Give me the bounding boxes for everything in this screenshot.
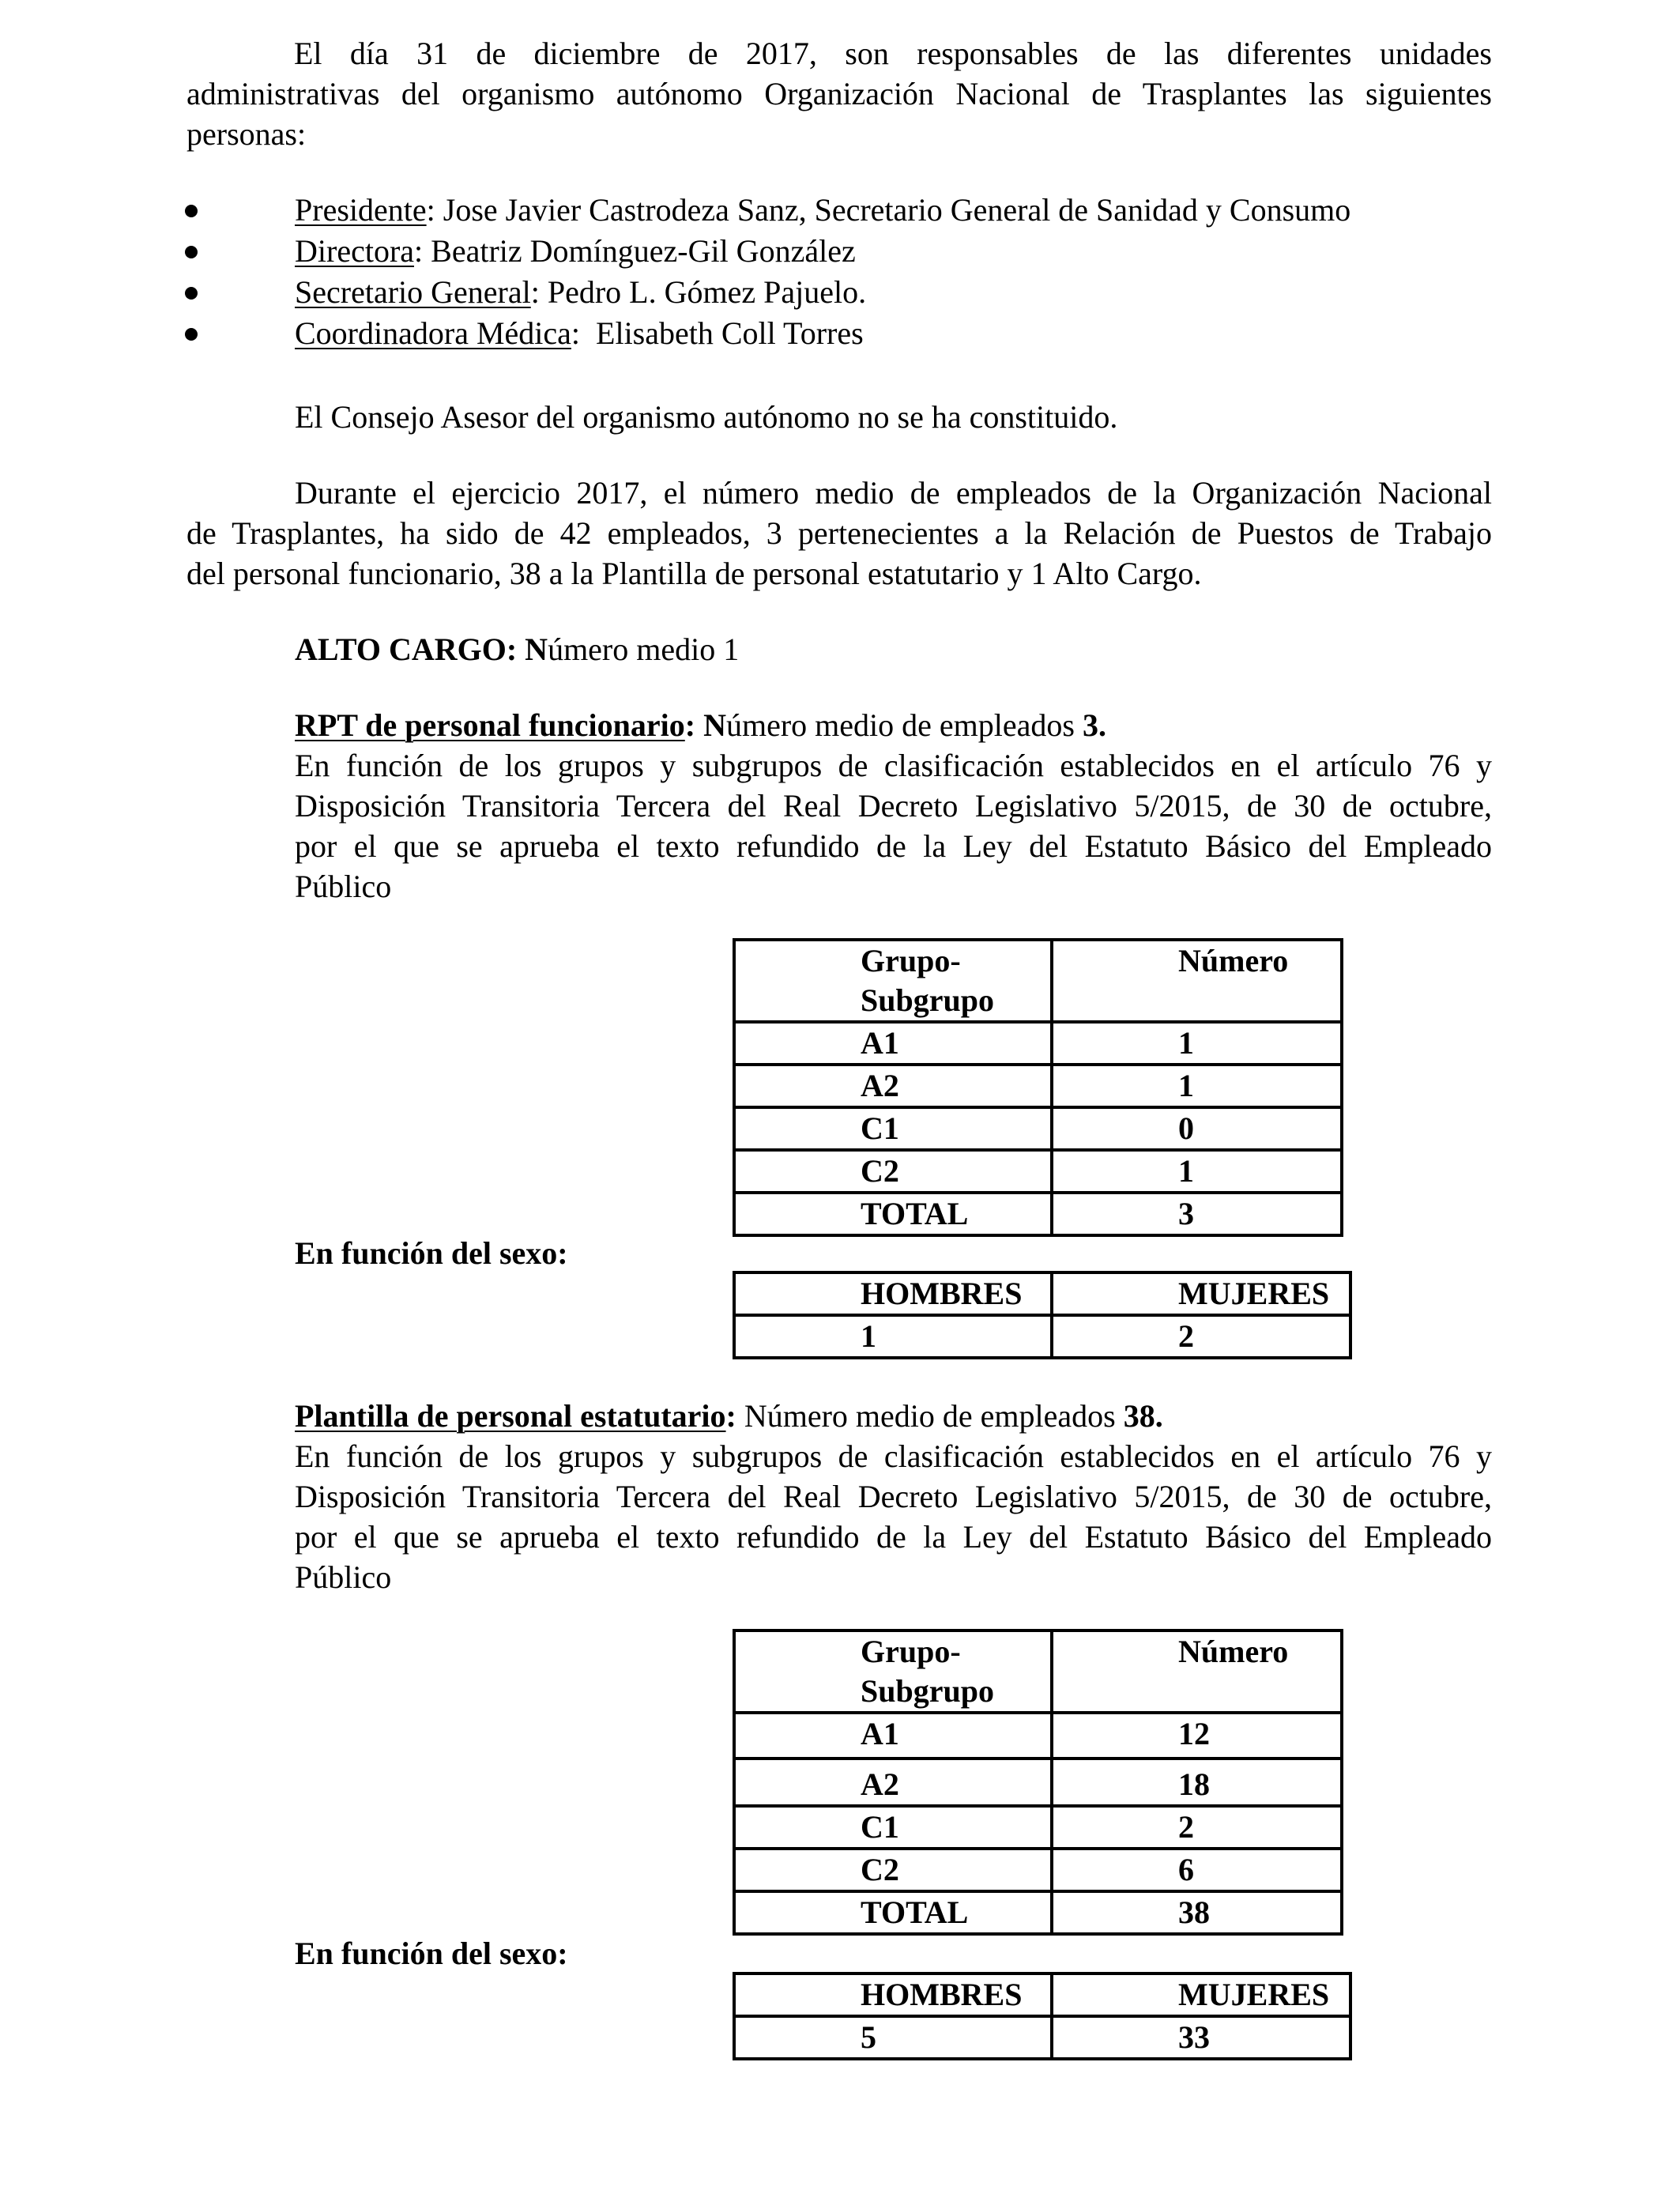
header-mujeres: MUJERES bbox=[1052, 1973, 1350, 2016]
plantilla-criteria-line-3: por el que se aprueba el texto refundido de la Ley del Estatuto Básico del Empleado bbox=[295, 1519, 1492, 1555]
person-name: Elisabeth Coll Torres bbox=[596, 315, 864, 351]
rpt-criteria-line-1: En función de los grupos y subgrupos de clasificación establecidos en el artículo 76 y bbox=[295, 748, 1492, 783]
plantilla-sex-table bbox=[733, 1972, 1352, 2060]
header-numero: Número bbox=[1052, 1630, 1342, 1713]
role-label: Directora bbox=[295, 233, 415, 269]
alto-cargo-line: ALTO CARGO: Número medio 1 bbox=[295, 631, 740, 667]
list-item: Secretario General: Pedro L. Gómez Pajuelo. bbox=[237, 272, 1580, 313]
intro-line-3: personas: bbox=[186, 116, 307, 152]
bullet-icon bbox=[185, 246, 198, 258]
rpt-criteria-line-2: Disposición Transitoria Tercera del Real Decreto Legislativo 5/2015, de 30 de octubre, bbox=[295, 788, 1492, 824]
rpt-sex-table bbox=[733, 1271, 1352, 1359]
person-name: Jose Javier Castrodeza Sanz, Secretario General de Sanidad y Consumo bbox=[443, 192, 1351, 228]
table-row: C1 0 bbox=[734, 1107, 1342, 1150]
plantilla-sexo-label: En función del sexo: bbox=[295, 1936, 568, 1971]
empleados-line-2: de Trasplantes, ha sido de 42 empleados, 3 pertenecientes a la Relación de Puestos de Trabajo bbox=[186, 515, 1492, 551]
plantilla-criteria-line-4: Público bbox=[295, 1559, 392, 1595]
table-row: A1 1 bbox=[734, 1022, 1342, 1065]
role-label: Coordinadora Médica bbox=[295, 315, 571, 351]
rpt-title: RPT de personal funcionario bbox=[295, 707, 685, 743]
role-label: Secretario General bbox=[295, 274, 531, 310]
header-mujeres: MUJERES bbox=[1052, 1272, 1350, 1315]
table-row: A2 1 bbox=[734, 1065, 1342, 1107]
header-hombres: HOMBRES bbox=[734, 1272, 1052, 1315]
bullet-icon bbox=[185, 205, 198, 217]
empleados-line-1: Durante el ejercicio 2017, el número medio de empleados de la Organización Nacional bbox=[295, 475, 1492, 511]
header-hombres: HOMBRES bbox=[734, 1973, 1052, 2016]
table-row: TOTAL 38 bbox=[734, 1891, 1342, 1934]
table-row: A2 18 bbox=[734, 1759, 1342, 1806]
table-row: C1 2 bbox=[734, 1806, 1342, 1849]
plantilla-criteria-line-1: En función de los grupos y subgrupos de clasificación establecidos en el artículo 76 y bbox=[295, 1438, 1492, 1474]
table-row: C2 6 bbox=[734, 1849, 1342, 1891]
rpt-group-table bbox=[733, 938, 1343, 1237]
role-label: Presidente bbox=[295, 192, 427, 228]
intro-line-1: El día 31 de diciembre de 2017, son responsables de las diferentes unidades bbox=[294, 36, 1492, 71]
bullet-icon bbox=[185, 287, 198, 300]
table-header-row bbox=[734, 1973, 1350, 2016]
intro-line-2: administrativas del organismo autónomo Organización Nacional de Trasplantes las siguientes bbox=[186, 76, 1492, 111]
plantilla-group-table bbox=[733, 1629, 1343, 1936]
consejo-text: El Consejo Asesor del organismo autónomo no se ha constituido. bbox=[295, 399, 1118, 435]
plantilla-heading: Plantilla de personal estatutario: Número medio de empleados 38. bbox=[295, 1398, 1163, 1434]
list-item: Coordinadora Médica: Elisabeth Coll Torres bbox=[237, 313, 1580, 354]
table-row: A1 12 bbox=[734, 1713, 1342, 1759]
table-header-row bbox=[734, 1630, 1342, 1713]
table-header-row bbox=[734, 940, 1342, 1022]
bullet-icon bbox=[185, 328, 198, 341]
table-row: 5 33 bbox=[734, 2016, 1350, 2059]
person-name: Beatriz Domínguez-Gil González bbox=[431, 233, 856, 269]
responsables-list bbox=[237, 190, 1580, 354]
table-row: C2 1 bbox=[734, 1150, 1342, 1193]
list-item: Presidente: Jose Javier Castrodeza Sanz, Secretario General de Sanidad y Consumo bbox=[237, 190, 1580, 231]
list-item: Directora: Beatriz Domínguez-Gil González bbox=[237, 231, 1580, 272]
empleados-line-3: del personal funcionario, 38 a la Plantilla de personal estatutario y 1 Alto Cargo. bbox=[186, 556, 1202, 591]
rpt-heading: RPT de personal funcionario: Número medio de empleados 3. bbox=[295, 707, 1106, 743]
rpt-criteria-line-3: por el que se aprueba el texto refundido de la Ley del Estatuto Básico del Empleado bbox=[295, 828, 1492, 864]
plantilla-criteria-line-2: Disposición Transitoria Tercera del Real Decreto Legislativo 5/2015, de 30 de octubre, bbox=[295, 1479, 1492, 1514]
alto-cargo-label: ALTO CARGO: bbox=[295, 631, 518, 667]
header-grupo: Grupo- Subgrupo bbox=[734, 1630, 1052, 1713]
plantilla-title: Plantilla de personal estatutario bbox=[295, 1398, 726, 1434]
rpt-criteria-line-4: Público bbox=[295, 869, 392, 904]
header-numero: Número bbox=[1052, 940, 1342, 1022]
person-name: Pedro L. Gómez Pajuelo. bbox=[547, 274, 867, 310]
header-grupo: Grupo- Subgrupo bbox=[734, 940, 1052, 1022]
rpt-sexo-label: En función del sexo: bbox=[295, 1235, 568, 1271]
table-row: 1 2 bbox=[734, 1315, 1350, 1358]
table-row: TOTAL 3 bbox=[734, 1193, 1342, 1235]
table-header-row bbox=[734, 1272, 1350, 1315]
